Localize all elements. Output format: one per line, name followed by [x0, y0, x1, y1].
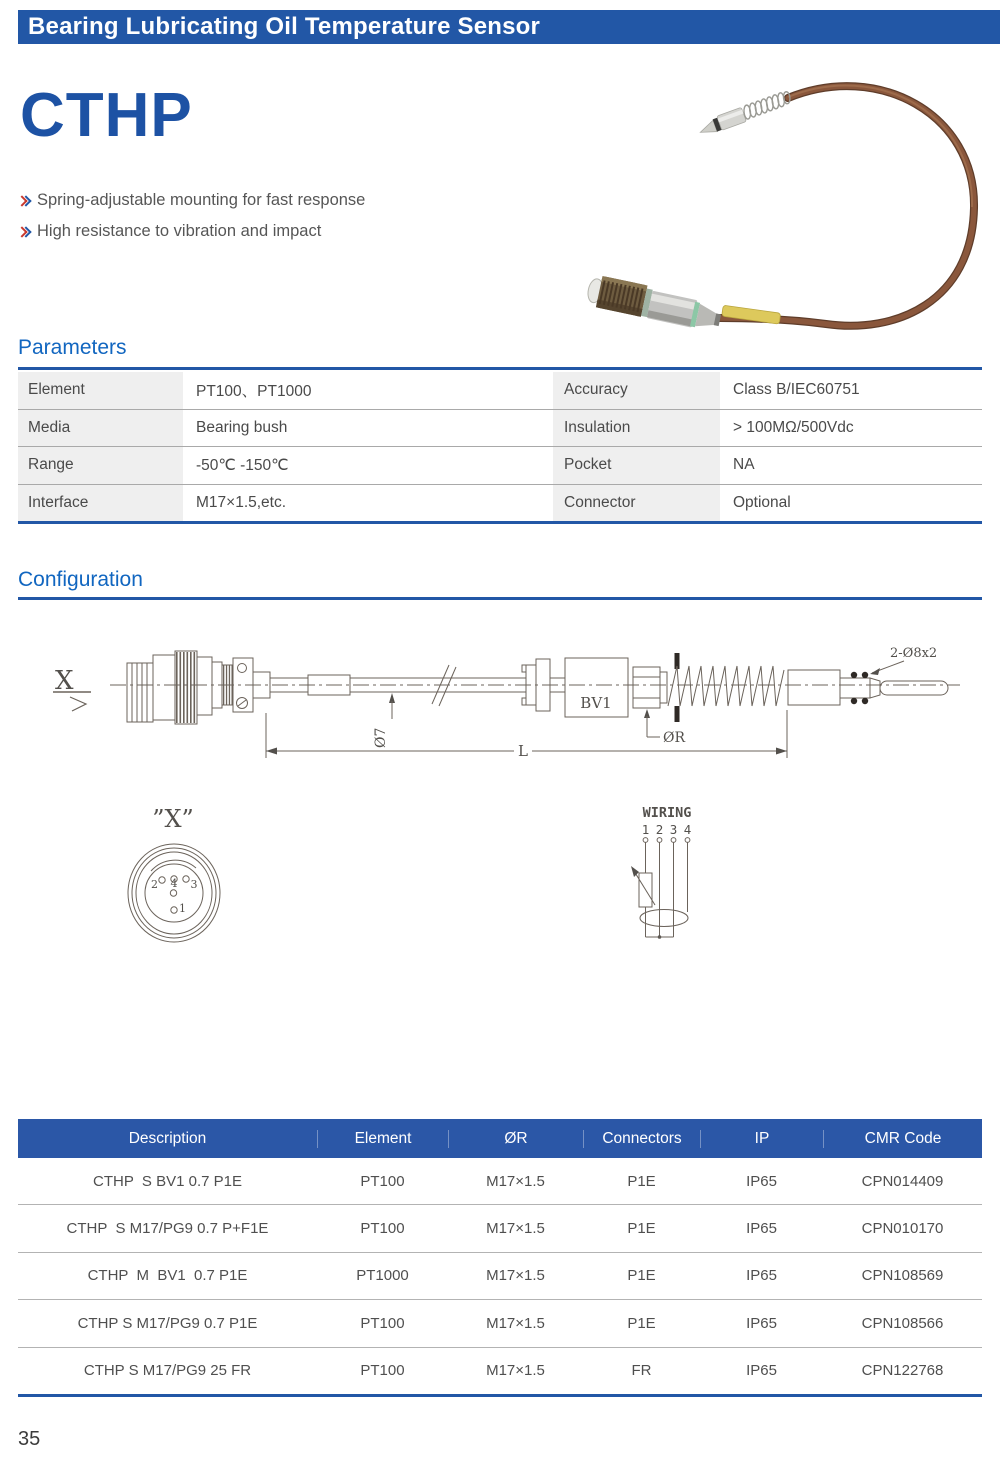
cell-connectors: P1E: [627, 1220, 656, 1238]
cell-element: PT100: [360, 1220, 405, 1238]
parameters-heading-rule: [18, 367, 982, 370]
probe-tip: [697, 89, 794, 137]
param-value: > 100MΩ/500Vdc: [733, 418, 854, 436]
cell-description: CTHP S M17/PG9 0.7 P1E: [77, 1314, 258, 1332]
param-label: Range: [18, 447, 183, 484]
holes-callout-label: 2-Ø8x2: [890, 646, 938, 661]
double-chevron-icon: [18, 222, 37, 241]
cell-description: CTHP S M17/PG9 0.7 P+F1E: [66, 1220, 269, 1238]
cell-connectors: P1E: [627, 1314, 656, 1332]
wiring-terminal-label: 3: [669, 822, 678, 837]
page-number: 35: [18, 1428, 41, 1450]
configuration-heading-rule: [18, 597, 982, 600]
detail-pin-label: 1: [179, 902, 186, 915]
cell-description: CTHP S BV1 0.7 P1E: [93, 1172, 242, 1190]
feature-text: Spring-adjustable mounting for fast response: [37, 190, 366, 209]
cell-element: PT1000: [356, 1267, 409, 1285]
parameters-table: [18, 372, 982, 524]
body-style-label: BV1: [580, 694, 612, 712]
section-view-label: X: [55, 666, 74, 696]
tip-diameter-label: ØR: [663, 730, 686, 746]
table-row: [18, 1348, 982, 1397]
cell-cmr-code: CPN014409: [861, 1172, 944, 1190]
configuration-drawing: [18, 615, 982, 965]
param-label: Pocket: [553, 447, 720, 484]
cell-element: PT100: [360, 1172, 405, 1190]
cell-element: PT100: [360, 1314, 405, 1332]
param-label: Insulation: [553, 410, 720, 447]
ordering-table: [18, 1119, 982, 1397]
cell-ip: IP65: [746, 1220, 777, 1238]
feature-text: High resistance to vibration and impact: [37, 221, 322, 240]
spring-coil: [740, 89, 793, 121]
cell-description: CTHP S M17/PG9 25 FR: [83, 1362, 252, 1380]
table-row: [18, 1253, 982, 1300]
feature-item: [18, 191, 365, 209]
param-label: Element: [18, 372, 183, 409]
parameters-row: [18, 447, 982, 485]
column-header: Description: [128, 1129, 207, 1147]
column-header: Connectors: [583, 1130, 700, 1148]
param-label: Media: [18, 410, 183, 447]
cell-cmr-code: CPN108569: [861, 1267, 944, 1285]
table-row: [18, 1300, 982, 1347]
cell-ip: IP65: [746, 1314, 777, 1332]
cell-ip: IP65: [746, 1267, 777, 1285]
wiring-terminal-label: 2: [655, 822, 664, 837]
parameters-heading: Parameters: [18, 336, 127, 359]
param-label: Accuracy: [553, 372, 720, 409]
cable: [720, 86, 974, 326]
cable-diameter-label: Ø7: [373, 727, 389, 748]
cell-diameter: M17×1.5: [486, 1314, 545, 1332]
parameters-row: [18, 372, 982, 410]
page-banner: [18, 10, 1000, 44]
wiring-title: WIRING: [642, 805, 692, 821]
param-label: Connector: [553, 485, 720, 522]
cell-element: PT100: [360, 1362, 405, 1380]
banner-title: Bearing Lubricating Oil Temperature Sensor: [28, 13, 541, 40]
cell-connectors: FR: [631, 1362, 652, 1380]
double-chevron-icon: [18, 191, 37, 210]
param-value: Bearing bush: [196, 418, 288, 436]
param-value: NA: [733, 456, 755, 474]
detail-pin-label: 4: [170, 877, 178, 890]
param-value: PT100、PT1000: [196, 383, 312, 401]
param-value: Optional: [733, 493, 791, 511]
cell-diameter: M17×1.5: [486, 1220, 545, 1238]
column-header: Element: [317, 1130, 448, 1148]
cell-connectors: P1E: [627, 1172, 656, 1190]
table-row: [18, 1158, 982, 1205]
detail-pin-label: 3: [190, 878, 198, 891]
wiring-terminal-label: 1: [641, 822, 650, 837]
connector-plug: [585, 274, 724, 333]
cell-connectors: P1E: [627, 1267, 656, 1285]
detail-view-title: ”X”: [152, 805, 194, 833]
table-row: [18, 1205, 982, 1252]
product-model-title: CTHP: [20, 81, 193, 150]
column-header: CMR Code: [823, 1130, 982, 1148]
cell-ip: IP65: [746, 1362, 777, 1380]
cable-highlight: [788, 86, 972, 207]
param-value: -50℃ -150℃: [196, 456, 289, 474]
product-photo-image: [578, 56, 1000, 346]
cell-cmr-code: CPN108566: [861, 1314, 944, 1332]
cell-diameter: M17×1.5: [486, 1172, 545, 1190]
feature-item: [18, 222, 365, 240]
configuration-heading: Configuration: [18, 568, 143, 591]
cell-diameter: M17×1.5: [486, 1267, 545, 1285]
cell-diameter: M17×1.5: [486, 1362, 545, 1380]
param-value: Class B/IEC60751: [733, 381, 860, 399]
column-header: IP: [700, 1130, 823, 1148]
spring-drawing: [668, 666, 784, 706]
detail-pin-label: 2: [151, 878, 158, 891]
cell-cmr-code: CPN122768: [861, 1362, 944, 1380]
parameters-row: [18, 485, 982, 525]
parameters-row: [18, 410, 982, 448]
wiring-terminal-label: 4: [683, 822, 692, 837]
cell-cmr-code: CPN010170: [861, 1220, 944, 1238]
length-dimension-label: L: [518, 742, 528, 760]
ordering-table-header: [18, 1119, 982, 1158]
feature-list: [18, 191, 365, 253]
param-value: M17×1.5,etc.: [196, 493, 287, 511]
param-label: Interface: [18, 485, 183, 522]
column-header: ØR: [448, 1130, 583, 1148]
cell-ip: IP65: [746, 1172, 777, 1190]
cell-description: CTHP M BV1 0.7 P1E: [87, 1267, 248, 1285]
